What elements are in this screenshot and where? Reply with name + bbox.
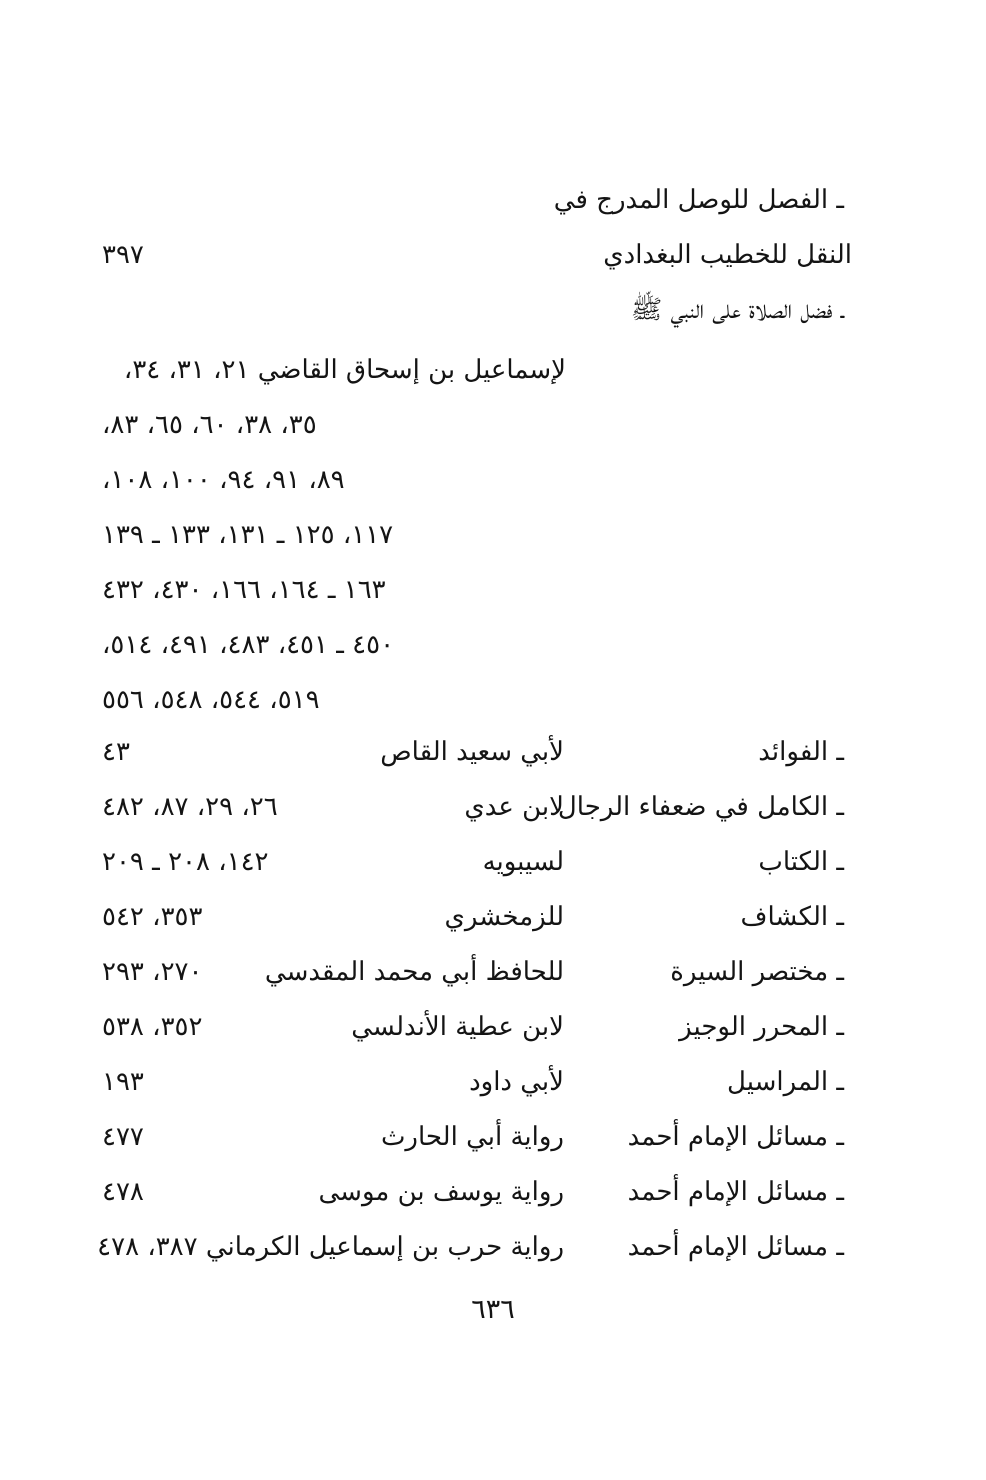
entry-author: لأبي داود xyxy=(469,1067,564,1097)
entry-author: لأبي سعيد القاص xyxy=(380,737,564,767)
entry-pages: ١١٧، ١٢٥ ـ ١٣١، ١٣٣ ـ ١٣٩ xyxy=(102,520,394,550)
entry-author: لابن عدي xyxy=(464,792,564,822)
entry-pages: ٢٧٠، ٢٩٣ xyxy=(102,957,203,987)
entry-author: رواية يوسف بن موسى xyxy=(318,1177,564,1207)
entry-author-pages: رواية حرب بن إسماعيل الكرماني ٣٨٧، ٤٧٨ xyxy=(97,1232,564,1262)
entry-author-pages: لإسماعيل بن إسحاق القاضي ٢١، ٣١، ٣٤، xyxy=(123,355,566,385)
entry-title: ـ الكتاب xyxy=(758,847,844,877)
entry-title: ـ الكشاف xyxy=(740,902,844,932)
entry-pages: ٤٧٨ xyxy=(102,1177,144,1207)
entry-pages: ٣٥٣، ٥٤٢ xyxy=(102,902,203,932)
entry-pages: ٤٥٠ ـ ٤٥١، ٤٨٣، ٤٩١، ٥١٤، xyxy=(102,630,395,660)
entry-title: ـ مسائل الإمام أحمد xyxy=(627,1232,844,1262)
entry-title: ـ الفوائد xyxy=(758,737,844,767)
entry-pages: ٨٩، ٩١، ٩٤، ١٠٠، ١٠٨، xyxy=(102,465,345,495)
entry-title: ـ الكامل في ضعفاء الرجال xyxy=(557,792,844,822)
entry-pages: ١٩٣ xyxy=(102,1067,144,1097)
entry-title: ـ المراسيل xyxy=(727,1067,844,1097)
entry-title: ـ المحرر الوجيز xyxy=(679,1012,844,1042)
entry-author: لسيبويه xyxy=(482,847,564,877)
page-number: ٦٣٦ xyxy=(471,1294,515,1325)
entry-pages: ٤٧٧ xyxy=(102,1122,144,1152)
entry-title: ـ مسائل الإمام أحمد xyxy=(627,1122,844,1152)
entry-author: للزمخشري xyxy=(444,902,564,932)
entry-pages: ١٦٣ ـ ١٦٤، ١٦٦، ٤٣٠، ٤٣٢ xyxy=(102,575,386,605)
entry-title: ـ الفصل للوصل المدرج في xyxy=(553,185,844,215)
entry-pages: ٣٩٧ xyxy=(102,240,144,270)
entry-pages: ٢٦، ٢٩، ٨٧، ٤٨٢ xyxy=(102,792,278,822)
entry-pages: ٥١٩، ٥٤٤، ٥٤٨، ٥٥٦ xyxy=(102,685,320,715)
entry-author: لابن عطية الأندلسي xyxy=(351,1012,564,1042)
entry-title-continuation: النقل للخطيب البغدادي xyxy=(603,240,852,270)
entry-title: ـ فضل الصلاة على النبي ﷺ xyxy=(630,295,844,325)
entry-title: ـ مسائل الإمام أحمد xyxy=(627,1177,844,1207)
entry-title: ـ مختصر السيرة xyxy=(670,957,844,987)
entry-author: رواية أبي الحارث xyxy=(380,1122,564,1152)
entry-pages: ٣٥٢، ٥٣٨ xyxy=(102,1012,203,1042)
entry-author: للحافظ أبي محمد المقدسي xyxy=(264,957,564,987)
entry-pages: ٣٥، ٣٨، ٦٠، ٦٥، ٨٣، xyxy=(102,410,317,440)
entry-pages: ٤٣ xyxy=(102,737,130,767)
entry-pages: ١٤٢، ٢٠٨ ـ ٢٠٩ xyxy=(102,847,269,877)
